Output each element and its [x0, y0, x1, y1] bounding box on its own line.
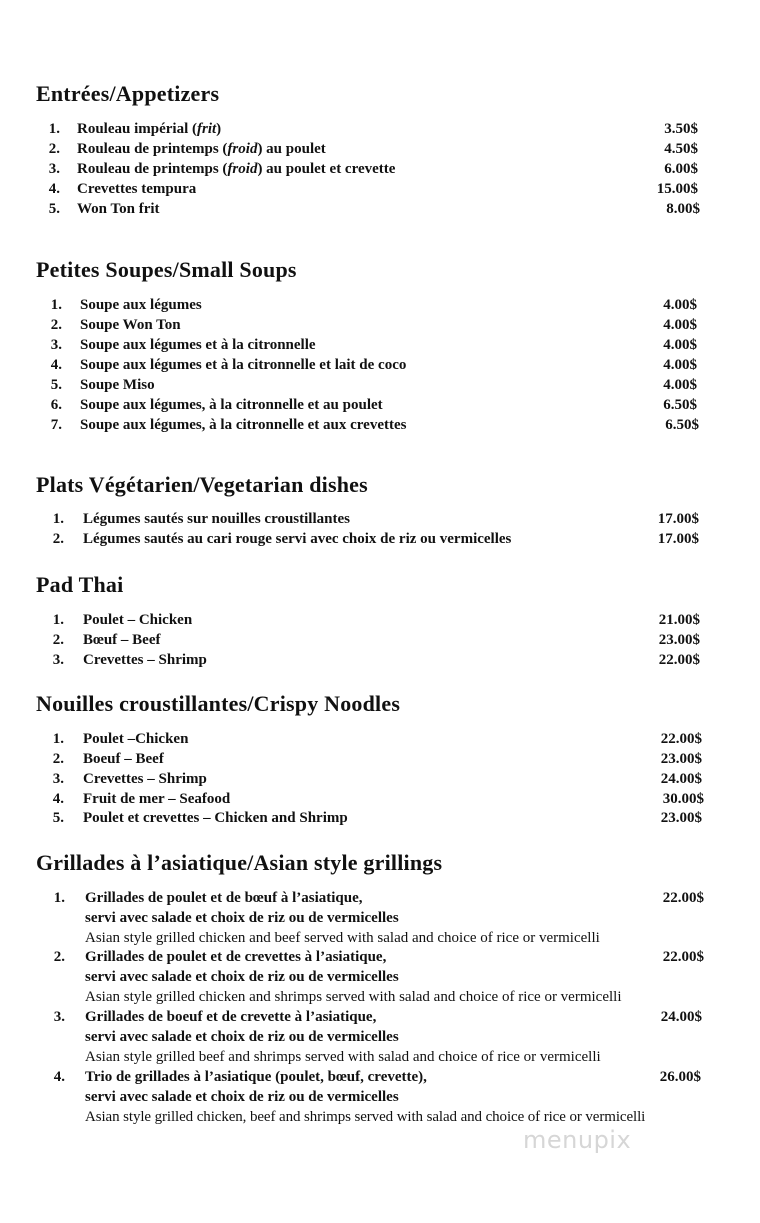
- item-price: 8.00$: [666, 201, 700, 217]
- menu-item: [0, 317, 760, 337]
- item-number: 5.: [50, 377, 62, 393]
- item-number: 2.: [48, 141, 60, 157]
- menu-item: [0, 161, 760, 181]
- item-price: 4.00$: [663, 357, 697, 373]
- item-price: 4.00$: [663, 337, 697, 353]
- item-label: Trio de grillades à l’asiatique (poulet, bœuf, crevette),: [85, 1069, 427, 1085]
- item-number: 1.: [53, 890, 65, 906]
- menu-item: [0, 652, 760, 672]
- menu-item: [0, 141, 760, 161]
- item-price: 4.00$: [663, 297, 697, 313]
- section-title-vegetarian: Plats Végétarien/Vegetarian dishes: [36, 472, 368, 497]
- menu-item: [0, 121, 760, 141]
- item-description-en: Asian style grilled chicken and beef served with salad and choice of rice or vermicelli: [85, 930, 600, 946]
- menu-item: [0, 731, 760, 751]
- section-title-pad-thai: Pad Thai: [36, 572, 124, 597]
- item-number: 1.: [50, 297, 62, 313]
- item-label: Soupe Won Ton: [80, 317, 181, 333]
- item-number: 5.: [48, 201, 60, 217]
- item-label: Soupe aux légumes et à la citronnelle: [80, 337, 316, 353]
- item-number: 1.: [52, 731, 64, 747]
- item-price: 6.50$: [665, 417, 699, 433]
- menu-item: [0, 1069, 760, 1089]
- item-number: 4.: [48, 181, 60, 197]
- item-label: Soupe aux légumes, à la citronnelle et au poulet: [80, 397, 383, 413]
- menu-item: [0, 1009, 760, 1029]
- item-label: Crevettes – Shrimp: [83, 771, 207, 787]
- item-number: 2.: [52, 751, 64, 767]
- section-title-soups: Petites Soupes/Small Soups: [36, 257, 297, 282]
- item-price: 24.00$: [660, 771, 702, 787]
- item-number: 1.: [48, 121, 60, 137]
- item-label: Rouleau impérial (frit): [77, 121, 222, 137]
- item-price: 6.00$: [664, 161, 698, 177]
- item-label: Poulet et crevettes – Chicken and Shrimp: [83, 810, 348, 826]
- item-description-en: Asian style grilled chicken, beef and shrimps served with salad and choice of rice or vermicelli: [85, 1109, 646, 1125]
- menu-item: [0, 531, 760, 551]
- item-number: 4.: [50, 357, 62, 373]
- item-price: 23.00$: [660, 751, 702, 767]
- menu-item: [0, 890, 760, 910]
- menu-item: [0, 297, 760, 317]
- item-price: 4.00$: [663, 377, 697, 393]
- item-price: 3.50$: [664, 121, 698, 137]
- menu-item: [0, 377, 760, 397]
- item-number: 2.: [52, 632, 64, 648]
- item-label: Rouleau de printemps (froid) au poulet et crevette: [77, 161, 396, 177]
- item-label: Poulet –Chicken: [83, 731, 189, 747]
- item-label: Crevettes tempura: [77, 181, 197, 197]
- item-label: Poulet – Chicken: [83, 612, 193, 628]
- item-price: 6.50$: [663, 397, 697, 413]
- item-description-fr: servi avec salade et choix de riz ou de vermicelles: [85, 910, 399, 926]
- item-number: 3.: [48, 161, 60, 177]
- menu-item: [0, 417, 760, 437]
- item-description-en: Asian style grilled beef and shrimps served with salad and choice of rice or vermicelli: [85, 1049, 601, 1065]
- item-description-fr: servi avec salade et choix de riz ou de vermicelles: [85, 969, 399, 985]
- menu-item: [0, 337, 760, 357]
- item-label: Crevettes – Shrimp: [83, 652, 207, 668]
- item-number: 4.: [53, 1069, 65, 1085]
- item-number: 6.: [50, 397, 62, 413]
- item-price: 17.00$: [657, 511, 699, 527]
- item-price: 15.00$: [656, 181, 698, 197]
- menu-item: [0, 181, 760, 201]
- item-number: 1.: [52, 612, 64, 628]
- item-number: 7.: [50, 417, 62, 433]
- item-description-fr: servi avec salade et choix de riz ou de vermicelles: [85, 1029, 399, 1045]
- item-number: 2.: [53, 949, 65, 965]
- item-number: 3.: [50, 337, 62, 353]
- menu-item: [0, 397, 760, 417]
- item-label: Grillades de poulet et de crevettes à l’asiatique,: [85, 949, 387, 965]
- item-number: 2.: [50, 317, 62, 333]
- section-title-crispy-noodles: Nouilles croustillantes/Crispy Noodles: [36, 691, 401, 716]
- item-label: Grillades de boeuf et de crevette à l’asiatique,: [85, 1009, 377, 1025]
- item-price: 4.50$: [664, 141, 698, 157]
- item-price: 26.00$: [659, 1069, 701, 1085]
- menu-item: [0, 810, 760, 830]
- menu-item: [0, 632, 760, 652]
- item-label: Fruit de mer – Seafood: [83, 791, 231, 807]
- item-price: 22.00$: [662, 949, 704, 965]
- item-number: 4.: [52, 791, 64, 807]
- item-price: 21.00$: [658, 612, 700, 628]
- item-label: Grillades de poulet et de bœuf à l’asiatique,: [85, 890, 363, 906]
- item-price: 23.00$: [660, 810, 702, 826]
- item-price: 22.00$: [662, 890, 704, 906]
- section-title-grillings: Grillades à l’asiatique/Asian style grillings: [36, 850, 443, 875]
- item-number: 5.: [52, 810, 64, 826]
- item-number: 3.: [52, 771, 64, 787]
- menu-item: [0, 201, 760, 221]
- watermark: menupix: [523, 1126, 632, 1154]
- item-price: 22.00$: [660, 731, 702, 747]
- item-number: 1.: [52, 511, 64, 527]
- item-price: 30.00$: [662, 791, 704, 807]
- item-label: Won Ton frit: [77, 201, 160, 217]
- item-label: Légumes sautés au cari rouge servi avec choix de riz ou vermicelles: [83, 531, 512, 547]
- item-number: 2.: [52, 531, 64, 547]
- item-label: Rouleau de printemps (froid) au poulet: [77, 141, 326, 157]
- item-label: Légumes sautés sur nouilles croustillantes: [83, 511, 350, 527]
- item-description-en: Asian style grilled chicken and shrimps served with salad and choice of rice or vermicelli: [85, 989, 622, 1005]
- menu-item: [0, 751, 760, 771]
- item-price: 4.00$: [663, 317, 697, 333]
- item-label: Soupe aux légumes: [80, 297, 202, 313]
- menu-item: [0, 612, 760, 632]
- item-number: 3.: [53, 1009, 65, 1025]
- menu-item: [0, 949, 760, 969]
- menu-item: [0, 357, 760, 377]
- item-label: Bœuf – Beef: [83, 632, 161, 648]
- menu-item: [0, 511, 760, 531]
- item-label: Soupe aux légumes, à la citronnelle et aux crevettes: [80, 417, 407, 433]
- section-title-appetizers: Entrées/Appetizers: [36, 81, 220, 106]
- item-price: 17.00$: [657, 531, 699, 547]
- menu-item: [0, 771, 760, 791]
- item-price: 22.00$: [658, 652, 700, 668]
- item-label: Soupe aux légumes et à la citronnelle et lait de coco: [80, 357, 407, 373]
- item-label: Soupe Miso: [80, 377, 155, 393]
- item-price: 24.00$: [660, 1009, 702, 1025]
- item-label: Boeuf – Beef: [83, 751, 164, 767]
- item-description-fr: servi avec salade et choix de riz ou de vermicelles: [85, 1089, 399, 1105]
- menu-item: [0, 791, 760, 811]
- item-number: 3.: [52, 652, 64, 668]
- item-price: 23.00$: [658, 632, 700, 648]
